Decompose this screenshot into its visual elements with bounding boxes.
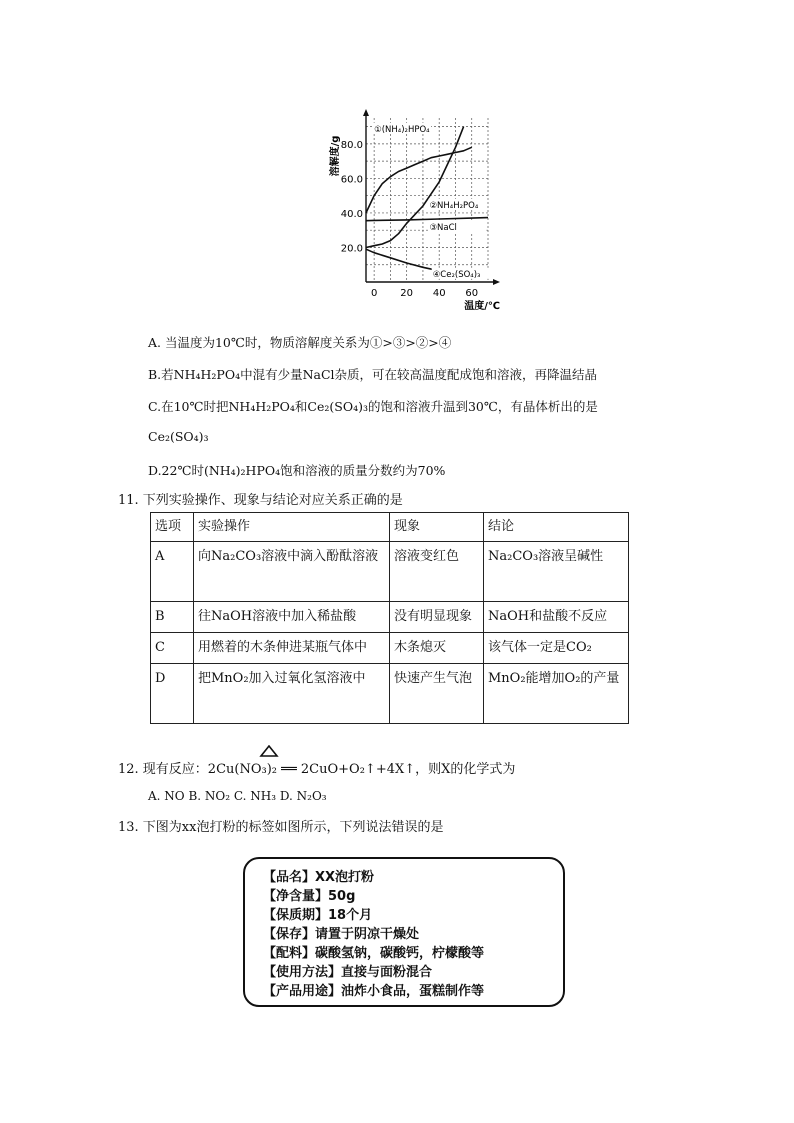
row-option: D — [151, 664, 194, 724]
row-phenomenon: 快速产生气泡 — [390, 664, 484, 724]
y-tick-label: 80.0 — [340, 139, 363, 151]
label-line: 【产品用途】油炸小食品，蛋糕制作等 — [263, 984, 485, 999]
q12-options: A. NO B. NO₂ C. NH₃ D. N₂O₃ — [148, 789, 327, 803]
row-phenomenon: 没有明显现象 — [390, 602, 484, 633]
row-option: B — [151, 602, 194, 633]
q10-option-d: D.22℃时(NH₄)₂HPO₄饱和溶液的质量分数约为70% — [148, 463, 446, 478]
series-label: ③NaCl — [429, 223, 457, 234]
q11-stem: 11. 下列实验操作、现象与结论对应关系正确的是 — [118, 493, 403, 508]
header-option: 选项 — [151, 513, 194, 542]
table-row — [151, 542, 629, 602]
row-phenomenon: 木条熄灭 — [390, 633, 484, 664]
y-tick-label: 60.0 — [340, 174, 363, 186]
y-axis-title: 溶解度/g — [330, 135, 341, 177]
table-row — [151, 602, 629, 633]
series-label: ②NH₄H₂PO₄ — [429, 200, 479, 211]
label-line: 【保存】请置于阴凉干燥处 — [263, 927, 420, 942]
row-operation: 往NaOH溶液中加入稀盐酸 — [194, 602, 390, 633]
series-label: ④Ce₂(SO₄)₃ — [432, 269, 481, 280]
row-conclusion: 该气体一定是CO₂ — [484, 633, 629, 664]
q12-stem: 12. 现有反应：2Cu(NO₃)₂ ══ 2CuO+O₂↑+4X↑，则X的化学式为 — [118, 762, 516, 777]
header-conclusion: 结论 — [484, 513, 629, 542]
label-line: 【配料】碳酸氢钠，碳酸钙，柠檬酸等 — [263, 946, 485, 961]
row-option: C — [151, 633, 194, 664]
x-tick-label: 60 — [465, 288, 479, 299]
q10-option-c: C.在10℃时把NH₄H₂PO₄和Ce₂(SO₄)₃的饱和溶液升温到30℃，有晶体析出的是 — [148, 399, 598, 414]
table-row — [151, 633, 629, 664]
solubility-chart — [328, 104, 508, 319]
q13-stem: 13. 下图为xx泡打粉的标签如图所示，下列说法错误的是 — [118, 820, 444, 835]
row-operation: 用燃着的木条伸进某瓶气体中 — [194, 633, 390, 664]
table-row — [151, 664, 629, 724]
baking-powder-label — [243, 857, 565, 1007]
row-conclusion: NaOH和盐酸不反应 — [484, 602, 629, 633]
q10-option-a: A. 当温度为10℃时，物质溶解度关系为①>③>②>④ — [148, 335, 452, 350]
label-line: 【保质期】18个月 — [263, 908, 373, 923]
header-phenomenon: 现象 — [390, 513, 484, 542]
x-tick-label: 20 — [400, 288, 414, 299]
y-axis-arrow — [363, 109, 369, 116]
x-axis-arrow — [493, 279, 500, 285]
q11-table — [150, 512, 629, 724]
label-line: 【净含量】50g — [263, 889, 356, 904]
row-conclusion: Na₂CO₃溶液呈碱性 — [484, 542, 629, 602]
series-line — [366, 218, 488, 221]
label-line: 【品名】XX泡打粉 — [263, 870, 375, 885]
row-operation: 把MnO₂加入过氧化氢溶液中 — [194, 664, 390, 724]
table-header-row — [151, 513, 629, 542]
header-operation: 实验操作 — [194, 513, 390, 542]
chart-axes — [363, 109, 500, 285]
row-phenomenon: 溶液变红色 — [390, 542, 484, 602]
y-tick-label: 40.0 — [340, 208, 363, 220]
y-tick-label: 20.0 — [340, 243, 363, 255]
row-option: A — [151, 542, 194, 602]
label-line: 【使用方法】直接与面粉混合 — [263, 965, 433, 980]
x-tick-label: 0 — [370, 288, 378, 299]
x-axis-title: 温度/℃ — [464, 301, 500, 312]
q10-option-c-cont: Ce₂(SO₄)₃ — [148, 429, 209, 444]
row-conclusion: MnO₂能增加O₂的产量 — [484, 664, 629, 724]
q10-option-b: B.若NH₄H₂PO₄中混有少量NaCl杂质，可在较高温度配成饱和溶液，再降温结晶 — [148, 367, 598, 382]
x-tick-label: 40 — [432, 288, 446, 299]
series-label: ①(NH₄)₂HPO₄ — [374, 124, 430, 135]
row-operation: 向Na₂CO₃溶液中滴入酚酞溶液 — [194, 542, 390, 602]
